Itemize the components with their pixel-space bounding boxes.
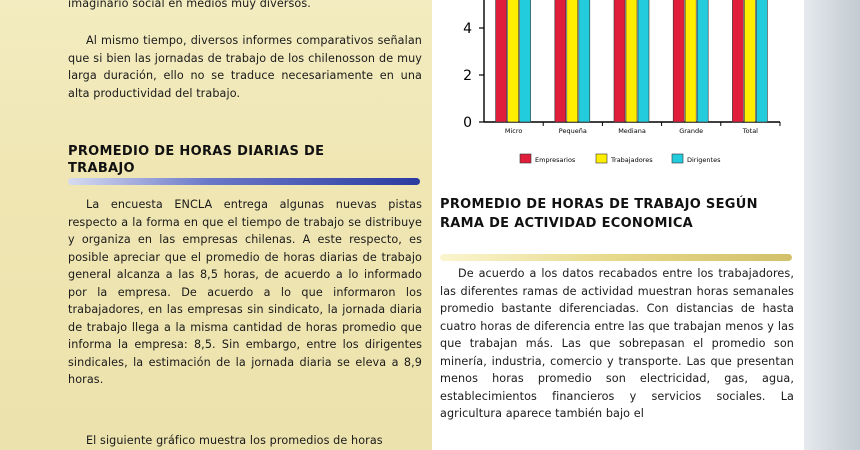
y-tick-label: 4 <box>463 21 472 37</box>
bar <box>520 0 531 122</box>
encla-paragraph: La encuesta ENCLA entrega algunas nuevas pistas respecto a la forma en que el tiempo de trabajo se distribuye y organiza en las empresas chilenas. A este respecto, es posible apreciar que el promedio de horas diarias de trabajo general alcanza a las 8,5 horas, de acuerdo a lo informado por la empresa. De acuerdo a lo que informaron los trabajadores, en las empresas sin sindicato, la jornada diaria de trabajo llega a la misma cantidad de horas promedio que informa la empresa: 8,5. Sin embargo, entre los dirigentes sindicales, la estimación de la jornada diaria se eleva a 8,9 horas. <box>68 198 422 386</box>
left-heading-rule <box>68 178 420 185</box>
legend-swatch <box>520 154 531 163</box>
x-tick-label: Micro <box>504 127 523 135</box>
bar <box>685 0 696 122</box>
right-section-heading: PROMEDIO DE HORAS DE TRABAJO SEGÚN RAMA DE ACTIVIDAD ECONOMICA <box>440 197 758 231</box>
legend-swatch <box>672 154 683 163</box>
bar <box>756 0 767 122</box>
rama-actividad-paragraph: De acuerdo a los datos recabados entre los trabajadores, las diferentes ramas de actividad muestran horas semanales promedio bastante diferenciadas. Con distancias de hasta cuatro horas de diferencia entre las que trabajan menos y las que trabajan más. Las que sobrepasan el promedio son minería, industria, comercio y transporte. Las que presentan menos horas promedio son electricidad, gas, agua, establecimientos financieros y servicios sociales. La agricultura aparece también bajo el <box>440 267 794 420</box>
right-margin-strip <box>804 0 860 450</box>
bar <box>673 0 684 122</box>
right-heading-rule <box>440 254 792 261</box>
comparativos-paragraph: Al mismo tiempo, diversos informes comparativos señalan que si bien las jornadas de trabajo de los chilenosson de muy larga duración, ello no se traduce necesariamente en una alta productividad del trabajo. <box>68 34 422 100</box>
legend-label: Dirigentes <box>687 156 721 164</box>
intro-tail-text: imaginario social en medios muy diversos. <box>68 0 311 10</box>
bar <box>579 0 590 122</box>
grafico-paragraph: El siguiente gráfico muestra los promedios de horas <box>86 434 383 447</box>
x-tick-label: Total <box>742 127 758 135</box>
legend-swatch <box>596 154 607 163</box>
x-tick-label: Grande <box>679 127 704 135</box>
bar <box>508 0 519 122</box>
left-section-heading: PROMEDIO DE HORAS DIARIAS DE TRABAJO <box>68 144 325 176</box>
horas-bar-chart <box>432 0 804 180</box>
x-tick-label: Mediana <box>618 127 646 135</box>
bar <box>496 0 507 122</box>
bar <box>626 0 637 122</box>
x-tick-label: Pequeña <box>558 127 587 135</box>
legend-label: Trabajadores <box>611 156 653 164</box>
bar <box>744 0 755 122</box>
bar <box>697 0 708 122</box>
bar <box>614 0 625 122</box>
bar <box>567 0 578 122</box>
bar <box>732 0 743 122</box>
bar <box>638 0 649 122</box>
legend-label: Empresarios <box>535 156 576 164</box>
y-tick-label: 0 <box>463 115 472 131</box>
y-tick-label: 2 <box>463 68 472 84</box>
bar <box>555 0 566 122</box>
